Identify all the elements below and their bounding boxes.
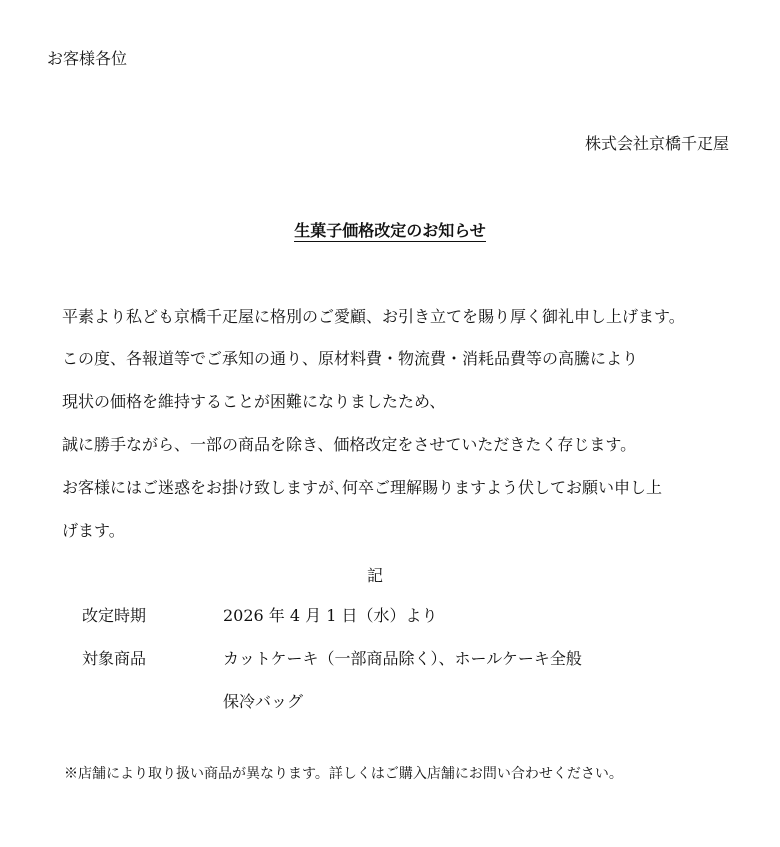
body-line-3: 現状の価格を維持することが困難になりましたため、 [62,392,446,411]
body-line-6: げます。 [62,521,125,540]
products-value-1: カットケーキ（一部商品除く）、ホールケーキ全般 [223,649,582,668]
company-name: 株式会社京橋千疋屋 [584,134,729,153]
date-value: 2026 年 4 月 1 日（水）より [223,606,438,625]
products-label: 対象商品 [82,649,147,668]
body-line-1: 平素より私ども京橋千疋屋に格別のご愛顧、お引き立てを賜り厚く御礼申し上げます。 [62,307,685,326]
ki-container [0,566,780,585]
date-label: 改定時期 [82,606,147,625]
products-value-2: 保冷バッグ [223,692,304,711]
ki-heading: 記 [366,566,383,585]
body-line-5: お客様にはご迷惑をお掛け致しますが､何卒ご理解賜りますよう伏してお願い申し上 [62,478,663,497]
body-line-4: 誠に勝手ながら、一部の商品を除き、価格改定をさせていただきたく存じます。 [62,435,637,454]
body-line-2: この度、各報道等でご承知の通り、原材料費・物流費・消耗品費等の高騰により [62,349,639,368]
addressee: お客様各位 [47,49,128,68]
footnote: ※店舗により取り扱い商品が異なります。詳しくはご購入店舗にお問い合わせください。 [64,766,623,782]
title-container [0,221,780,242]
document-title: 生菓子価格改定のお知らせ [294,221,486,240]
